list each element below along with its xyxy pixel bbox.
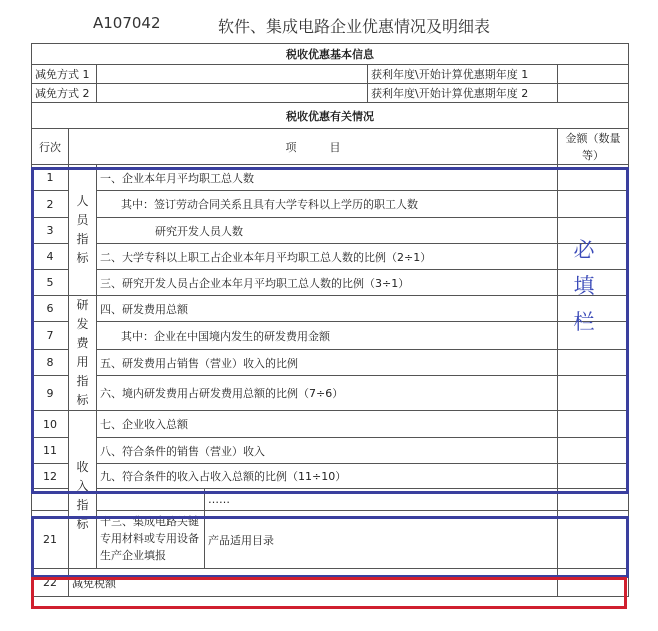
group-personnel: 人员指标 xyxy=(69,165,97,296)
row-number: 3 xyxy=(32,218,69,244)
row-number: 7 xyxy=(32,322,69,349)
ellipsis: …… xyxy=(205,489,558,511)
row-number: 22 xyxy=(32,569,69,597)
reduction-method-1-value[interactable] xyxy=(97,65,368,84)
row-number: 10 xyxy=(32,411,69,438)
profit-year-2-label: 获利年度\开始计算优惠期年度 2 xyxy=(368,84,558,103)
row-item: 研究开发人员人数 xyxy=(97,218,558,244)
row-item: 三、研究开发人员占企业本年月平均职工总人数的比例（3÷1） xyxy=(97,270,558,296)
profit-year-1-value[interactable] xyxy=(558,65,629,84)
tax-reduction-amount[interactable] xyxy=(558,569,629,597)
row-amount[interactable] xyxy=(558,411,629,438)
profit-year-1-label: 获利年度\开始计算优惠期年度 1 xyxy=(368,65,558,84)
row-number: 21 xyxy=(32,511,69,569)
row-21-category: 十三、集成电路关键专用材料或专用设备生产企业填报 xyxy=(97,511,205,569)
row-number: 4 xyxy=(32,244,69,270)
row-number: 9 xyxy=(32,376,69,411)
row-number: 5 xyxy=(32,270,69,296)
group-income: 收入指标 xyxy=(69,411,97,569)
row-amount[interactable] xyxy=(558,438,629,464)
row-item: 其中：签订劳动合同关系且具有大学专科以上学历的职工人数 xyxy=(97,191,558,218)
row-amount[interactable] xyxy=(558,191,629,218)
ellipsis-cell-left xyxy=(97,489,205,511)
reduction-method-2-value[interactable] xyxy=(97,84,368,103)
row-amount[interactable] xyxy=(558,511,629,569)
required-stamp: 必填栏 xyxy=(573,238,595,334)
row-amount[interactable] xyxy=(558,349,629,375)
column-header-item: 项 目 xyxy=(69,129,558,165)
group-rd-expense: 研发费用指标 xyxy=(69,296,97,411)
row-item: 九、符合条件的收入占收入总额的比例（11÷10） xyxy=(97,464,558,489)
row-amount[interactable] xyxy=(558,464,629,489)
row-item: 一、企业本年月平均职工总人数 xyxy=(97,165,558,191)
row-amount xyxy=(558,489,629,511)
row-item: 五、研发费用占销售（营业）收入的比例 xyxy=(97,349,558,375)
row-number: 8 xyxy=(32,349,69,375)
row-item: 其中：企业在中国境内发生的研发费用金额 xyxy=(97,322,558,349)
column-header-line: 行次 xyxy=(32,129,69,165)
form-title: 软件、集成电路企业优惠情况及明细表 xyxy=(218,17,491,36)
row-number: 6 xyxy=(32,296,69,322)
row-item: 二、大学专科以上职工占企业本年月平均职工总人数的比例（2÷1） xyxy=(97,244,558,270)
row-number: 11 xyxy=(32,438,69,464)
detail-section-title: 税收优惠有关情况 xyxy=(32,103,629,129)
row-item: 四、研发费用总额 xyxy=(97,296,558,322)
form-code: A107042 xyxy=(93,14,161,32)
reduction-method-1-label: 减免方式 1 xyxy=(32,65,97,84)
profit-year-2-value[interactable] xyxy=(558,84,629,103)
row-number: 1 xyxy=(32,165,69,191)
detail-table xyxy=(31,43,629,597)
row-number xyxy=(32,489,69,511)
row-item: 六、境内研发费用占研发费用总额的比例（7÷6） xyxy=(97,376,558,411)
reduction-method-2-label: 减免方式 2 xyxy=(32,84,97,103)
row-item: 八、符合条件的销售（营业）收入 xyxy=(97,438,558,464)
row-item: 产品适用目录 xyxy=(205,511,558,569)
basic-info-title: 税收优惠基本信息 xyxy=(32,44,629,65)
row-number: 12 xyxy=(32,464,69,489)
row-amount[interactable] xyxy=(558,376,629,411)
row-amount[interactable] xyxy=(558,165,629,191)
row-item: 七、企业收入总额 xyxy=(97,411,558,438)
tax-reduction-label: 减免税额 xyxy=(69,569,558,597)
column-header-amount: 金额（数量等） xyxy=(558,129,629,165)
row-number: 2 xyxy=(32,191,69,218)
